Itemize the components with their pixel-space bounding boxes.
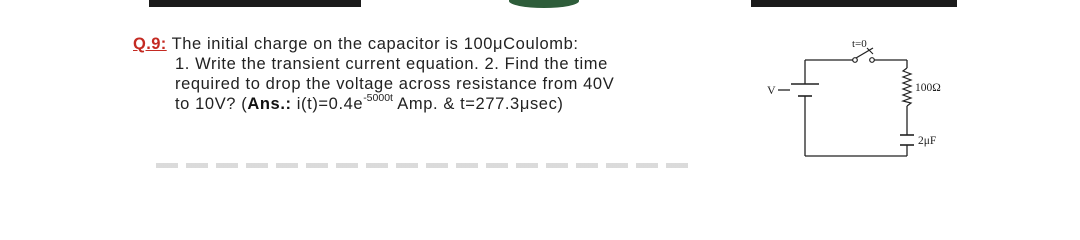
answer-label: Ans.: [247, 95, 292, 113]
question-line-3 [133, 74, 773, 94]
question-number: Q.9: [133, 35, 167, 53]
answer-current-equation: i(t)=0.4e [291, 95, 364, 113]
resistor-label: 100Ω [915, 82, 941, 94]
circuit-wires [778, 60, 907, 156]
answer-time-value: Amp. & t=277.3μsec) [392, 95, 564, 113]
switch-label: t=0 [852, 38, 867, 50]
question-line-1 [133, 34, 773, 54]
question-text-line-3: required to drop the voltage across resistance from 40V [175, 75, 615, 93]
capacitor [900, 135, 914, 145]
source-label: V [767, 83, 776, 97]
switch-contact-right [870, 58, 875, 63]
header-remnant-right [751, 0, 957, 7]
voltage-source [791, 84, 819, 96]
capacitor-label: 2μF [918, 135, 937, 147]
header-remnant-left [149, 0, 361, 7]
question-line-4 [133, 94, 773, 116]
question-block [133, 34, 773, 116]
header-logo [509, 0, 579, 8]
next-line-remnant [156, 163, 696, 168]
question-text-line-4-start: to 10V? ( [175, 95, 248, 113]
answer-exponent: -5000t [363, 92, 393, 104]
question-line-2 [133, 54, 773, 74]
resistor [903, 68, 911, 106]
question-text-line-1: The initial charge on the capacitor is 100μCoulomb: [166, 35, 579, 53]
rc-circuit-diagram [760, 30, 990, 162]
question-text-line-2: 1. Write the transient current equation. 2. Find the time [175, 55, 608, 73]
switch [853, 48, 875, 62]
